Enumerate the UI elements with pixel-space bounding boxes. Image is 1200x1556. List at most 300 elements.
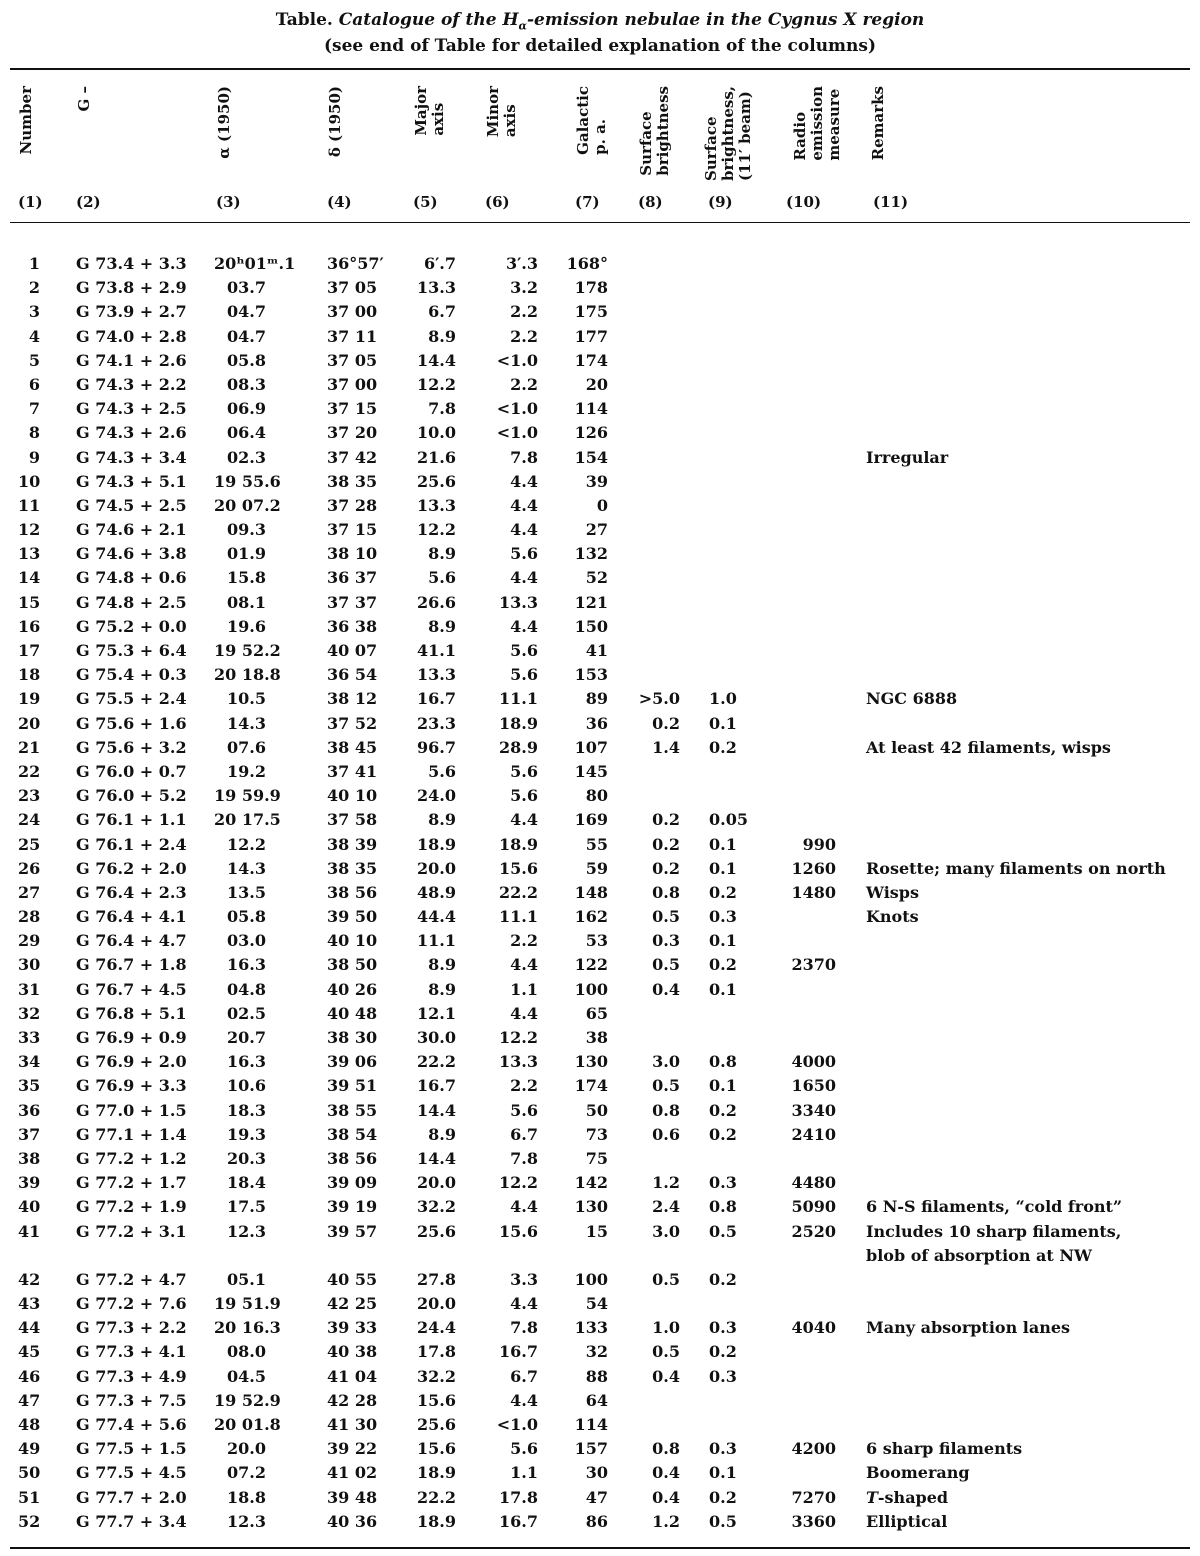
cell-declination: 37 05 xyxy=(327,350,378,370)
cell-major-axis: 14.4 xyxy=(417,1100,456,1120)
column-header-label: Minor axis xyxy=(484,86,519,138)
cell-designation: G 76.4 + 4.7 xyxy=(76,931,187,951)
cell-position-angle: 100 xyxy=(574,1269,608,1289)
cell-surface-brightness-beam: 0.3 xyxy=(709,1173,737,1193)
column-number: (9) xyxy=(708,193,733,211)
table-row xyxy=(0,639,1200,663)
cell-surface-brightness: 0.5 xyxy=(652,907,680,927)
cell-designation: G 77.7 + 3.4 xyxy=(76,1511,187,1531)
cell-surface-brightness: 0.5 xyxy=(652,1342,680,1362)
cell-surface-brightness: 0.4 xyxy=(652,1366,680,1386)
cell-minor-axis: 4.4 xyxy=(510,810,538,830)
cell-position-angle: 88 xyxy=(585,1366,608,1386)
cell-major-axis: 18.9 xyxy=(417,1463,456,1483)
column-number: (6) xyxy=(485,193,510,211)
table-row xyxy=(0,300,1200,324)
cell-designation: G 77.2 + 1.2 xyxy=(76,1148,187,1168)
cell-position-angle: 38 xyxy=(585,1028,608,1047)
cell-surface-brightness: 0.3 xyxy=(652,931,680,951)
cell-number: 47 xyxy=(18,1390,41,1410)
cell-remarks xyxy=(866,1195,1122,1219)
cell-minor-axis: 13.3 xyxy=(499,592,538,612)
cell-remarks xyxy=(866,736,1111,760)
table-row xyxy=(0,276,1200,300)
cell-remarks-line: Rosette; many filaments on north xyxy=(866,858,1166,878)
cell-declination: 41 04 xyxy=(327,1366,378,1386)
cell-major-axis: 5.6 xyxy=(428,568,456,588)
cell-surface-brightness: 1.2 xyxy=(652,1511,680,1531)
cell-major-axis: 12.2 xyxy=(417,520,456,540)
cell-minor-axis: 4.4 xyxy=(510,520,538,540)
cell-right-ascension: 05.8 xyxy=(227,907,266,927)
cell-position-angle: 126 xyxy=(574,423,608,443)
cell-surface-brightness-beam: 0.2 xyxy=(709,1342,737,1362)
cell-surface-brightness-beam: 0.2 xyxy=(709,1124,737,1144)
cell-right-ascension: 02.3 xyxy=(227,447,266,467)
cell-position-angle: 169 xyxy=(574,810,608,830)
cell-number: 2 xyxy=(28,278,40,298)
cell-minor-axis: 6.7 xyxy=(510,1124,538,1144)
cell-declination: 37 20 xyxy=(327,423,378,443)
table-row xyxy=(0,470,1200,494)
cell-number: 8 xyxy=(28,423,40,443)
cell-major-axis: 5.6 xyxy=(428,761,456,781)
cell-surface-brightness: 0.5 xyxy=(652,955,680,975)
cell-number: 44 xyxy=(18,1318,41,1338)
cell-major-axis: 32.2 xyxy=(417,1366,456,1386)
cell-declination: 38 35 xyxy=(327,471,378,491)
cell-surface-brightness-beam: 0.1 xyxy=(709,931,737,951)
cell-designation: G 76.9 + 2.0 xyxy=(76,1052,187,1072)
cell-declination: 42 25 xyxy=(327,1294,378,1314)
cell-number: 1 xyxy=(28,254,40,273)
cell-surface-brightness-beam: 0.1 xyxy=(709,979,737,999)
table-row xyxy=(0,325,1200,349)
table-row xyxy=(0,1074,1200,1098)
cell-position-angle: 32 xyxy=(585,1342,608,1362)
cell-designation: G 77.2 + 4.7 xyxy=(76,1269,187,1289)
cell-surface-brightness-beam: 0.8 xyxy=(709,1052,737,1072)
cell-minor-axis: 4.4 xyxy=(510,616,538,636)
cell-designation: G 74.3 + 2.2 xyxy=(76,374,187,394)
table-title: Table. Catalogue of the $H_\alpha$-emission nebulae in the Cygnus X region xyxy=(275,10,925,33)
cell-designation: G 75.2 + 0.0 xyxy=(76,616,187,636)
cell-position-angle: 59 xyxy=(585,858,608,878)
cell-position-angle: 75 xyxy=(585,1148,608,1168)
cell-major-axis: 8.9 xyxy=(428,616,456,636)
cell-right-ascension: 20ʰ01ᵐ.1 xyxy=(214,254,296,273)
cell-designation: G 77.2 + 1.7 xyxy=(76,1173,187,1193)
cell-remarks xyxy=(866,1510,947,1534)
cell-right-ascension: 19 59.9 xyxy=(214,786,281,806)
cell-major-axis: 18.9 xyxy=(417,834,456,854)
cell-major-axis: 13.3 xyxy=(417,665,456,685)
cell-declination: 37 15 xyxy=(327,399,378,419)
table-row xyxy=(0,1268,1200,1292)
cell-designation: G 77.2 + 3.1 xyxy=(76,1221,187,1241)
cell-number: 19 xyxy=(18,689,41,709)
cell-minor-axis: 15.6 xyxy=(499,1221,538,1241)
cell-designation: G 76.7 + 1.8 xyxy=(76,955,187,975)
cell-declination: 37 52 xyxy=(327,713,378,733)
cell-emission-measure: 2520 xyxy=(791,1221,836,1241)
cell-number: 5 xyxy=(28,350,40,370)
cell-surface-brightness-beam: 0.2 xyxy=(709,955,737,975)
table-body xyxy=(0,252,1200,1534)
cell-declination: 41 30 xyxy=(327,1415,378,1435)
cell-right-ascension: 20.7 xyxy=(227,1028,266,1047)
cell-major-axis: 20.0 xyxy=(417,858,456,878)
cell-position-angle: 36 xyxy=(585,713,608,733)
cell-declination: 39 06 xyxy=(327,1052,378,1072)
table-row xyxy=(0,881,1200,905)
cell-right-ascension: 05.8 xyxy=(227,350,266,370)
cell-right-ascension: 04.5 xyxy=(227,1366,266,1386)
cell-designation: G 77.2 + 7.6 xyxy=(76,1294,187,1314)
cell-declination: 38 56 xyxy=(327,1148,378,1168)
cell-surface-brightness: 0.5 xyxy=(652,1269,680,1289)
cell-designation: G 75.6 + 3.2 xyxy=(76,737,187,757)
cell-remarks-line: Includes 10 sharp filaments, xyxy=(866,1221,1122,1241)
table-row xyxy=(0,1316,1200,1340)
cell-surface-brightness: 0.2 xyxy=(652,834,680,854)
cell-number: 24 xyxy=(18,810,41,830)
cell-major-axis: 11.1 xyxy=(417,931,456,951)
cell-designation: G 74.3 + 2.6 xyxy=(76,423,187,443)
table-subtitle: (see end of Table for detailed explanation of the columns) xyxy=(323,36,877,57)
cell-right-ascension: 19 52.9 xyxy=(214,1390,281,1410)
cell-position-angle: 107 xyxy=(574,737,608,757)
cell-right-ascension: 20 01.8 xyxy=(214,1415,281,1435)
cell-number: 36 xyxy=(18,1100,41,1120)
cell-declination: 37 28 xyxy=(327,495,378,515)
cell-position-angle: 41 xyxy=(585,641,608,660)
cell-number: 50 xyxy=(18,1463,41,1483)
cell-designation: G 76.8 + 5.1 xyxy=(76,1003,187,1023)
cell-major-axis: 25.6 xyxy=(417,471,456,491)
cell-remarks xyxy=(866,857,1166,881)
cell-major-axis: 6′.7 xyxy=(423,254,456,273)
cell-right-ascension: 10.5 xyxy=(227,689,266,709)
cell-declination: 38 30 xyxy=(327,1028,378,1047)
cell-emission-measure: 4000 xyxy=(791,1052,836,1072)
cell-number: 18 xyxy=(18,665,41,685)
cell-position-angle: 39 xyxy=(585,471,608,491)
cell-position-angle: 55 xyxy=(585,834,608,854)
cell-position-angle: 64 xyxy=(585,1390,608,1410)
cell-right-ascension: 12.3 xyxy=(227,1221,266,1241)
cell-declination: 37 00 xyxy=(327,302,378,322)
cell-position-angle: 174 xyxy=(574,350,608,370)
cell-declination: 37 41 xyxy=(327,761,378,781)
table-row xyxy=(0,494,1200,518)
cell-surface-brightness: 0.4 xyxy=(652,1487,680,1507)
cell-minor-axis: 15.6 xyxy=(499,858,538,878)
column-header-label: Radio emission measure xyxy=(791,86,843,161)
cell-right-ascension: 17.5 xyxy=(227,1197,266,1217)
cell-position-angle: 154 xyxy=(574,447,608,467)
cell-right-ascension: 05.1 xyxy=(227,1269,266,1289)
column-number: (2) xyxy=(76,193,101,211)
cell-major-axis: 8.9 xyxy=(428,810,456,830)
cell-surface-brightness-beam: 0.3 xyxy=(709,907,737,927)
cell-number: 13 xyxy=(18,544,41,564)
cell-major-axis: 96.7 xyxy=(417,737,456,757)
cell-surface-brightness: 0.6 xyxy=(652,1124,680,1144)
cell-designation: G 76.0 + 0.7 xyxy=(76,761,187,781)
cell-right-ascension: 03.7 xyxy=(227,278,266,298)
cell-right-ascension: 19.6 xyxy=(227,616,266,636)
table-row xyxy=(0,833,1200,857)
table-row xyxy=(0,566,1200,590)
cell-major-axis: 24.4 xyxy=(417,1318,456,1338)
cell-declination: 40 26 xyxy=(327,979,378,999)
cell-minor-axis: 2.2 xyxy=(510,1076,538,1096)
cell-position-angle: 30 xyxy=(585,1463,608,1483)
column-number: (8) xyxy=(638,193,663,211)
cell-right-ascension: 04.7 xyxy=(227,302,266,322)
cell-declination: 37 15 xyxy=(327,520,378,540)
cell-declination: 38 54 xyxy=(327,1124,378,1144)
cell-right-ascension: 19 51.9 xyxy=(214,1294,281,1314)
cell-emission-measure: 2410 xyxy=(791,1124,836,1144)
cell-position-angle: 133 xyxy=(574,1318,608,1338)
cell-declination: 40 10 xyxy=(327,786,378,806)
cell-minor-axis: 17.8 xyxy=(499,1487,538,1507)
cell-designation: G 75.3 + 6.4 xyxy=(76,641,187,660)
table-row xyxy=(0,1147,1200,1171)
cell-surface-brightness-beam: 0.1 xyxy=(709,1076,737,1096)
table-row xyxy=(0,712,1200,736)
cell-designation: G 76.0 + 5.2 xyxy=(76,786,187,806)
cell-number: 42 xyxy=(18,1269,41,1289)
cell-major-axis: 27.8 xyxy=(417,1269,456,1289)
cell-declination: 38 12 xyxy=(327,689,378,709)
cell-right-ascension: 20.3 xyxy=(227,1148,266,1168)
cell-position-angle: 86 xyxy=(585,1511,608,1531)
column-header-label: δ (1950) xyxy=(326,86,344,158)
cell-major-axis: 25.6 xyxy=(417,1221,456,1241)
cell-minor-axis: 2.2 xyxy=(510,302,538,322)
column-number: (11) xyxy=(873,193,909,211)
cell-declination: 38 55 xyxy=(327,1100,378,1120)
cell-surface-brightness: 0.2 xyxy=(652,858,680,878)
cell-number: 41 xyxy=(18,1221,41,1241)
cell-remarks-line: Wisps xyxy=(866,882,919,902)
table-row xyxy=(0,252,1200,276)
cell-number: 46 xyxy=(18,1366,41,1386)
cell-declination: 38 45 xyxy=(327,737,378,757)
cell-designation: G 77.5 + 4.5 xyxy=(76,1463,187,1483)
cell-major-axis: 8.9 xyxy=(428,544,456,564)
table-row xyxy=(0,1026,1200,1050)
cell-number: 9 xyxy=(28,447,40,467)
cell-right-ascension: 14.3 xyxy=(227,713,266,733)
cell-right-ascension: 08.0 xyxy=(227,1342,266,1362)
table-row xyxy=(0,1195,1200,1219)
cell-designation: G 74.8 + 2.5 xyxy=(76,592,187,612)
cell-number: 22 xyxy=(18,761,41,781)
cell-emission-measure: 1480 xyxy=(791,882,836,902)
cell-designation: G 74.6 + 2.1 xyxy=(76,520,187,540)
cell-number: 37 xyxy=(18,1124,41,1144)
table-row xyxy=(0,518,1200,542)
cell-position-angle: 178 xyxy=(574,278,608,298)
cell-designation: G 74.5 + 2.5 xyxy=(76,495,187,515)
cell-major-axis: 7.8 xyxy=(428,399,456,419)
cell-emission-measure: 7270 xyxy=(791,1487,836,1507)
cell-number: 35 xyxy=(18,1076,41,1096)
column-header-label: Major axis xyxy=(412,86,447,136)
cell-surface-brightness-beam: 1.0 xyxy=(709,689,737,709)
cell-designation: G 74.0 + 2.8 xyxy=(76,326,187,346)
cell-minor-axis: 16.7 xyxy=(499,1342,538,1362)
cell-position-angle: 114 xyxy=(574,399,608,419)
cell-declination: 37 58 xyxy=(327,810,378,830)
cell-position-angle: 47 xyxy=(585,1487,608,1507)
cell-declination: 37 00 xyxy=(327,374,378,394)
cell-number: 25 xyxy=(18,834,41,854)
cell-position-angle: 162 xyxy=(574,907,608,927)
cell-designation: G 76.4 + 2.3 xyxy=(76,882,187,902)
cell-declination: 39 57 xyxy=(327,1221,378,1241)
cell-minor-axis: 18.9 xyxy=(499,834,538,854)
cell-remarks xyxy=(866,1486,948,1510)
cell-position-angle: 15 xyxy=(585,1221,608,1241)
cell-right-ascension: 16.3 xyxy=(227,1052,266,1072)
cell-major-axis: 24.0 xyxy=(417,786,456,806)
cell-position-angle: 121 xyxy=(574,592,608,612)
cell-number: 40 xyxy=(18,1197,41,1217)
cell-declination: 40 07 xyxy=(327,641,378,660)
cell-remarks xyxy=(866,446,948,470)
cell-minor-axis: <1.0 xyxy=(496,399,538,419)
table-row xyxy=(0,1486,1200,1510)
cell-major-axis: 16.7 xyxy=(417,689,456,709)
cell-emission-measure: 1260 xyxy=(791,858,836,878)
cell-declination: 41 02 xyxy=(327,1463,378,1483)
cell-number: 26 xyxy=(18,858,41,878)
column-header-label: Surface brightness xyxy=(637,86,672,176)
top-rule xyxy=(10,68,1190,70)
cell-minor-axis: 1.1 xyxy=(510,1463,538,1483)
cell-position-angle: 157 xyxy=(574,1439,608,1459)
cell-emission-measure: 2370 xyxy=(791,955,836,975)
table-row xyxy=(0,929,1200,953)
cell-right-ascension: 16.3 xyxy=(227,955,266,975)
cell-number: 23 xyxy=(18,786,41,806)
cell-surface-brightness-beam: 0.1 xyxy=(709,858,737,878)
cell-position-angle: 100 xyxy=(574,979,608,999)
cell-surface-brightness-beam: 0.5 xyxy=(709,1221,737,1241)
cell-declination: 39 48 xyxy=(327,1487,378,1507)
cell-surface-brightness: 3.0 xyxy=(652,1052,680,1072)
cell-remarks xyxy=(866,1316,1070,1340)
cell-minor-axis: 11.1 xyxy=(499,689,538,709)
cell-minor-axis: 12.2 xyxy=(499,1173,538,1193)
cell-number: 4 xyxy=(28,326,40,346)
column-header-label: Number xyxy=(17,86,35,155)
cell-designation: G 76.1 + 1.1 xyxy=(76,810,187,830)
cell-minor-axis: 4.4 xyxy=(510,1390,538,1410)
cell-position-angle: 168° xyxy=(566,254,608,273)
cell-major-axis: 14.4 xyxy=(417,1148,456,1168)
cell-remarks xyxy=(866,1461,970,1485)
cell-right-ascension: 18.4 xyxy=(227,1173,266,1193)
cell-number: 49 xyxy=(18,1439,41,1459)
cell-minor-axis: 5.6 xyxy=(510,761,538,781)
cell-declination: 38 56 xyxy=(327,882,378,902)
cell-designation: G 74.3 + 2.5 xyxy=(76,399,187,419)
column-header-label: α (1950) xyxy=(215,86,233,159)
cell-major-axis: 18.9 xyxy=(417,1511,456,1531)
table-row xyxy=(0,1171,1200,1195)
cell-number: 29 xyxy=(18,931,41,951)
cell-minor-axis: 3.2 xyxy=(510,278,538,298)
cell-declination: 39 50 xyxy=(327,907,378,927)
cell-number: 14 xyxy=(18,568,41,588)
cell-major-axis: 22.2 xyxy=(417,1052,456,1072)
cell-declination: 38 35 xyxy=(327,858,378,878)
cell-surface-brightness: 0.2 xyxy=(652,713,680,733)
cell-right-ascension: 14.3 xyxy=(227,858,266,878)
cell-declination: 39 33 xyxy=(327,1318,378,1338)
table-row xyxy=(0,373,1200,397)
cell-number: 10 xyxy=(18,471,41,491)
cell-right-ascension: 19 52.2 xyxy=(214,641,281,660)
cell-surface-brightness: 0.4 xyxy=(652,979,680,999)
column-header-label: Galactic p. a. xyxy=(574,86,609,155)
cell-major-axis: 20.0 xyxy=(417,1173,456,1193)
cell-minor-axis: <1.0 xyxy=(496,1415,538,1435)
cell-surface-brightness: 0.4 xyxy=(652,1463,680,1483)
cell-declination: 37 11 xyxy=(327,326,378,346)
cell-designation: G 77.3 + 7.5 xyxy=(76,1390,187,1410)
cell-position-angle: 27 xyxy=(585,520,608,540)
cell-position-angle: 54 xyxy=(585,1294,608,1314)
cell-major-axis: 32.2 xyxy=(417,1197,456,1217)
cell-major-axis: 44.4 xyxy=(417,907,456,927)
cell-right-ascension: 12.2 xyxy=(227,834,266,854)
cell-declination: 36 38 xyxy=(327,616,378,636)
cell-minor-axis: 12.2 xyxy=(499,1028,538,1047)
cell-number: 6 xyxy=(28,374,40,394)
cell-number: 3 xyxy=(28,302,40,322)
cell-major-axis: 8.9 xyxy=(428,979,456,999)
cell-surface-brightness: 1.4 xyxy=(652,737,680,757)
cell-designation: G 74.3 + 5.1 xyxy=(76,471,187,491)
cell-major-axis: 8.9 xyxy=(428,326,456,346)
cell-right-ascension: 07.2 xyxy=(227,1463,266,1483)
cell-position-angle: 89 xyxy=(585,689,608,709)
cell-emission-measure: 4040 xyxy=(791,1318,836,1338)
cell-major-axis: 20.0 xyxy=(417,1294,456,1314)
table-row xyxy=(0,397,1200,421)
cell-position-angle: 148 xyxy=(574,882,608,902)
column-number: (1) xyxy=(18,193,43,211)
cell-number: 17 xyxy=(18,641,41,660)
cell-declination: 40 36 xyxy=(327,1511,378,1531)
cell-designation: G 74.8 + 0.6 xyxy=(76,568,187,588)
cell-designation: G 77.5 + 1.5 xyxy=(76,1439,187,1459)
cell-declination: 38 10 xyxy=(327,544,378,564)
cell-surface-brightness-beam: 0.1 xyxy=(709,1463,737,1483)
cell-position-angle: 142 xyxy=(574,1173,608,1193)
cell-right-ascension: 02.5 xyxy=(227,1003,266,1023)
cell-declination: 39 19 xyxy=(327,1197,378,1217)
cell-number: 51 xyxy=(18,1487,41,1507)
cell-surface-brightness-beam: 0.3 xyxy=(709,1366,737,1386)
